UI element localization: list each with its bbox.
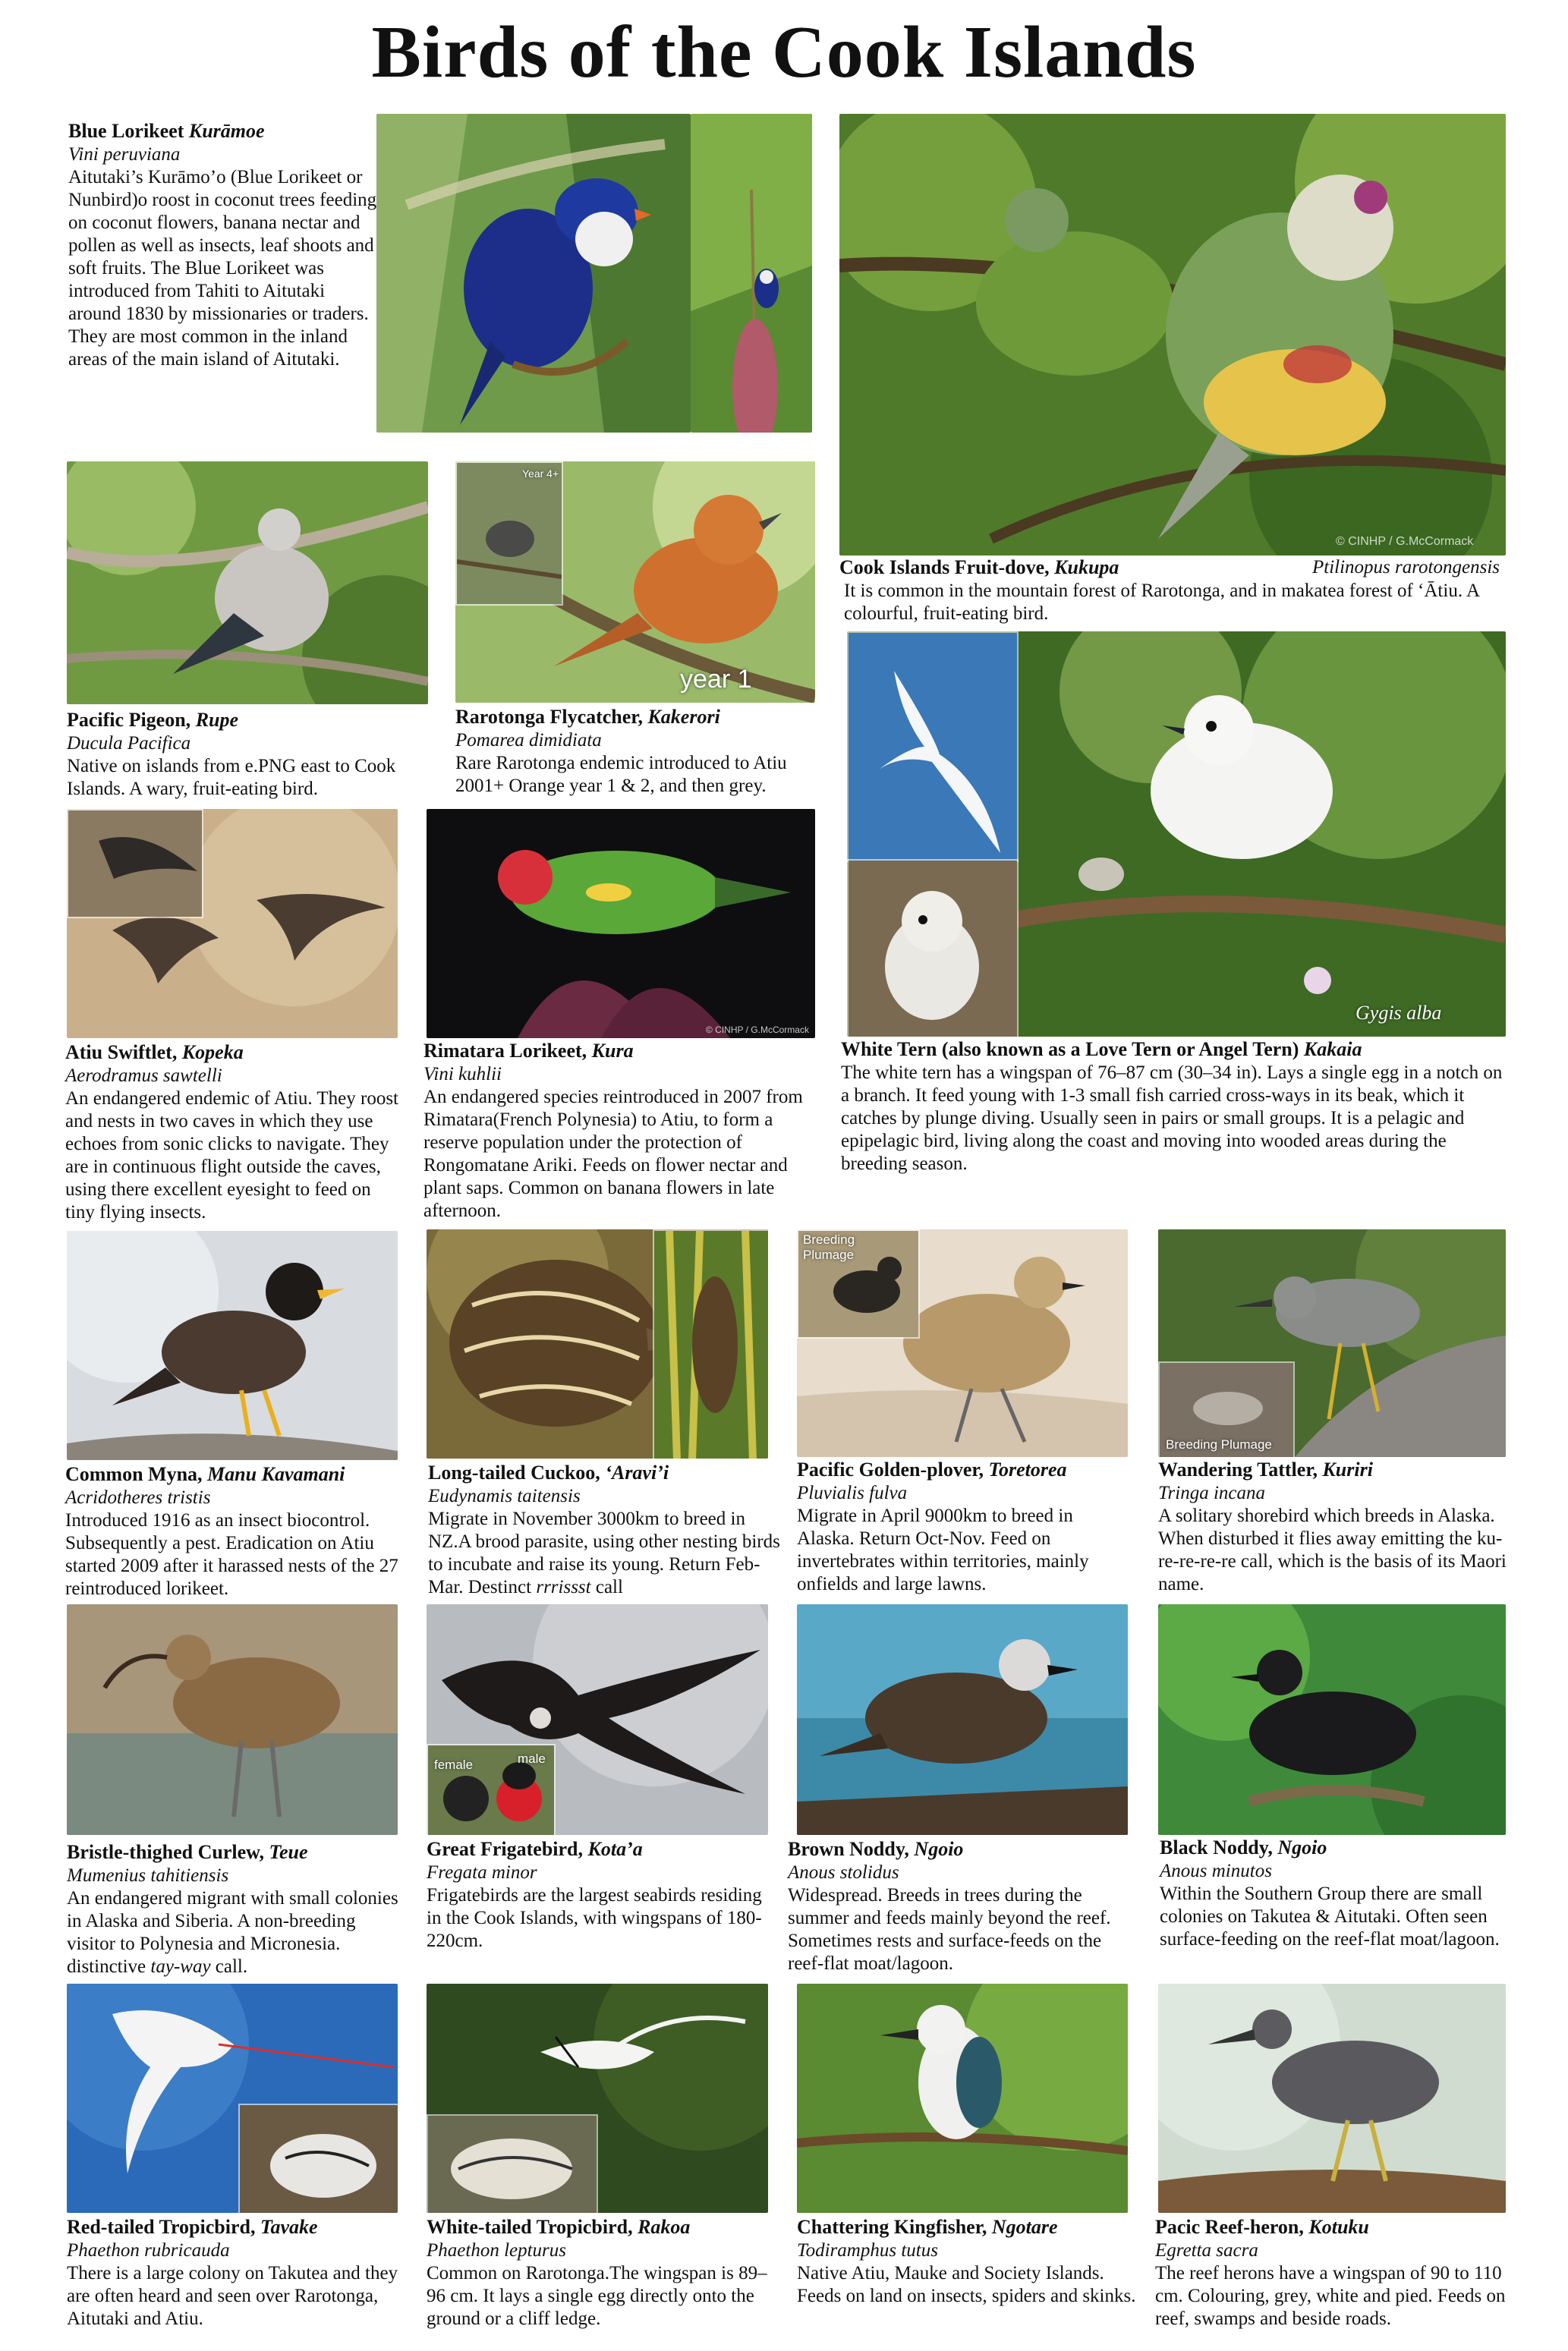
cuckoo-call: rrrissst bbox=[536, 1577, 591, 1597]
myna-caption bbox=[65, 1463, 414, 1600]
frigatebird-male-label: male bbox=[518, 1751, 546, 1766]
kingfisher-local-name: Ngotare bbox=[991, 2216, 1058, 2238]
myna-name: Common Myna, bbox=[65, 1463, 203, 1485]
rimatara-caption bbox=[423, 1040, 826, 1223]
pacific-pigeon-caption bbox=[67, 709, 437, 801]
plover-scientific-name: Pluvialis fulva bbox=[797, 1483, 908, 1503]
blue-lorikeet-name: Blue Lorikeet bbox=[68, 120, 184, 142]
swiftlet-description: An endangered endemic of Atiu. They roost and nests in two caves in which they use echoes from sonic clicks to navigate. They are in continuous flight outside the caves, using there excellent eyesight to feed on tiny flying insects. bbox=[65, 1088, 399, 1223]
reef-heron-description: The reef herons have a wingspan of 90 to 110 cm. Colouring, grey, white and pied. Feeds on reef, swamps and beside roads. bbox=[1155, 2263, 1506, 2329]
page-title: Birds of the Cook Islands bbox=[371, 11, 1197, 93]
brown-noddy-caption bbox=[788, 1838, 1137, 1975]
white-tern-photo-label: Gygis alba bbox=[1355, 1002, 1442, 1024]
swiftlet-local-name: Kopeka bbox=[181, 1041, 244, 1063]
brown-noddy-local-name: Ngoio bbox=[914, 1838, 964, 1860]
curlew-scientific-name: Mumenius tahitiensis bbox=[67, 1865, 229, 1886]
brown-noddy-description: Widespread. Breeds in trees during the summer and feeds mainly beyond the reef. Sometimes rests and surface-feeds on the reef-flat moat/lagoon. bbox=[788, 1885, 1111, 1974]
plover-breeding-label: Breeding Plumage bbox=[803, 1232, 855, 1262]
white-tern-photo bbox=[847, 631, 1506, 1037]
blue-lorikeet-photo-2 bbox=[691, 114, 812, 433]
frigatebird-caption bbox=[427, 1838, 768, 1953]
plover-photo bbox=[797, 1229, 1128, 1457]
white-tropicbird-scientific-name: Phaethon lepturus bbox=[427, 2240, 567, 2261]
flycatcher-photo bbox=[455, 461, 815, 703]
red-tropicbird-scientific-name: Phaethon rubricauda bbox=[67, 2240, 230, 2261]
myna-photo bbox=[67, 1231, 398, 1460]
flycatcher-name: Rarotonga Flycatcher, bbox=[455, 706, 643, 728]
white-tropicbird-local-name: Rakoa bbox=[638, 2216, 691, 2238]
fruit-dove-description: It is common in the mountain forest of Rarotonga, and in makatea forest of ‘Ātiu. A colourful, fruit-eating bird. bbox=[844, 581, 1479, 624]
myna-local-name: Manu Kavamani bbox=[207, 1463, 345, 1485]
fruit-dove-local-name: Kukupa bbox=[1054, 556, 1119, 578]
flycatcher-local-name: Kakerori bbox=[647, 706, 720, 728]
swiftlet-photo bbox=[67, 809, 398, 1038]
tattler-photo bbox=[1158, 1229, 1506, 1457]
frigatebird-female-label: female bbox=[434, 1758, 474, 1772]
fruit-dove-photo-credit: © CINHP / G.McCormack bbox=[1336, 535, 1474, 548]
white-tern-name: White Tern (also known as a Love Tern or Angel Tern) bbox=[841, 1038, 1299, 1060]
plover-caption bbox=[797, 1459, 1131, 1596]
frigatebird-photo bbox=[427, 1604, 768, 1835]
black-noddy-caption bbox=[1160, 1836, 1509, 1951]
cuckoo-description-end: call bbox=[590, 1577, 623, 1597]
pacific-pigeon-scientific-name: Ducula Pacifica bbox=[67, 733, 191, 754]
blue-lorikeet-local-name: Kurāmoe bbox=[188, 120, 265, 142]
white-tropicbird-name: White-tailed Tropicbird, bbox=[427, 2216, 633, 2238]
plover-name: Pacific Golden-plover, bbox=[797, 1459, 984, 1481]
flycatcher-description: Rare Rarotonga endemic introduced to Atiu 2001+ Orange year 1 & 2, and then grey. bbox=[455, 753, 787, 796]
white-tropicbird-description: Common on Rarotonga.The wingspan is 89–96 cm. It lays a single egg directly onto the ground or a cliff ledge. bbox=[427, 2263, 767, 2329]
rimatara-photo-credit: © CINHP / G.McCormack bbox=[706, 1024, 809, 1035]
rimatara-name: Rimatara Lorikeet, bbox=[423, 1040, 587, 1062]
plover-description: Migrate in April 9000km to breed in Alaska. Return Oct-Nov. Feed on invertebrates within territories, mainly onfields and large lawns. bbox=[797, 1506, 1089, 1594]
fruit-dove-name: Cook Islands Fruit-dove, bbox=[839, 556, 1050, 578]
rimatara-lorikeet-photo bbox=[427, 809, 815, 1038]
red-tropicbird-description: There is a large colony on Takutea and they are often heard and seen over Rarotonga, Aitutaki and Atiu. bbox=[67, 2263, 398, 2329]
white-tern-chick-inset bbox=[847, 859, 1019, 1037]
white-tern-local-name: Kakaia bbox=[1303, 1038, 1362, 1060]
flycatcher-inset-label: Year 4+ bbox=[522, 467, 559, 480]
brown-noddy-photo bbox=[797, 1604, 1128, 1835]
black-noddy-name: Black Noddy, bbox=[1160, 1836, 1273, 1858]
frigatebird-scientific-name: Fregata minor bbox=[427, 1862, 537, 1883]
kingfisher-description: Native Atiu, Mauke and Society Islands. Feeds on land on insects, spiders and skinks. bbox=[797, 2263, 1136, 2306]
red-tropicbird-photo bbox=[67, 1984, 398, 2213]
fruit-dove-photo bbox=[839, 114, 1506, 555]
curlew-description-end: call. bbox=[210, 1956, 248, 1977]
rimatara-scientific-name: Vini kuhlii bbox=[423, 1064, 502, 1084]
brown-noddy-name: Brown Noddy, bbox=[788, 1838, 909, 1860]
reef-heron-local-name: Kotuku bbox=[1308, 2216, 1369, 2238]
swiftlet-inset-photo bbox=[67, 809, 203, 918]
cuckoo-inset-photo bbox=[653, 1229, 768, 1459]
curlew-local-name: Teue bbox=[269, 1841, 308, 1863]
tattler-scientific-name: Tringa incana bbox=[1158, 1483, 1265, 1503]
pacific-pigeon-name: Pacific Pigeon, bbox=[67, 709, 191, 731]
tattler-name: Wandering Tattler, bbox=[1158, 1459, 1318, 1481]
reef-heron-scientific-name: Egretta sacra bbox=[1155, 2240, 1258, 2261]
tattler-local-name: Kuriri bbox=[1322, 1459, 1373, 1481]
cuckoo-scientific-name: Eudynamis taitensis bbox=[428, 1486, 581, 1506]
curlew-photo bbox=[67, 1604, 398, 1835]
tattler-breeding-label: Breeding Plumage bbox=[1166, 1437, 1272, 1452]
tattler-description: A solitary shorebird which breeds in Alaska. When disturbed it flies away emitting the ku-re-re-re-re call, which is the basis of its Maori name. bbox=[1158, 1506, 1507, 1594]
black-noddy-photo bbox=[1158, 1604, 1506, 1835]
white-tropicbird-nesting-inset bbox=[427, 2114, 598, 2213]
black-noddy-local-name: Ngoio bbox=[1277, 1836, 1327, 1858]
cuckoo-name: Long-tailed Cuckoo, bbox=[428, 1462, 600, 1484]
rimatara-description: An endangered species reintroduced in 2007 from Rimatara(French Polynesia) to Atiu, to form a reserve population under the protection of Rongomatane Ariki. Feeds on flower nectar and plant saps. Common on banana flowers in late afternoon. bbox=[423, 1087, 803, 1221]
flycatcher-caption bbox=[455, 706, 827, 798]
white-tern-description: The white tern has a wingspan of 76–87 cm (30–34 in). Lays a single egg in a notch on a branch. It feed young with 1-3 small fish carried cross-ways in its beak, which it catches by plunge diving. Usually seen in pairs or small groups. It is a pelagic and epipelagic bird, living along the coast and moving into wooded areas during the breeding season. bbox=[841, 1062, 1503, 1174]
red-tropicbird-caption bbox=[67, 2216, 408, 2331]
kingfisher-photo bbox=[797, 1984, 1128, 2213]
rimatara-local-name: Kura bbox=[591, 1040, 634, 1062]
frigatebird-description: Frigatebirds are the largest seabirds residing in the Cook Islands, with wingspans of 180-220cm. bbox=[427, 1885, 762, 1951]
white-tern-caption bbox=[841, 1038, 1509, 1176]
kingfisher-scientific-name: Todiramphus tutus bbox=[797, 2240, 938, 2261]
swiftlet-caption bbox=[65, 1041, 399, 1224]
red-tropicbird-name: Red-tailed Tropicbird, bbox=[67, 2216, 256, 2238]
white-tern-flight-inset bbox=[847, 631, 1019, 862]
reef-heron-photo bbox=[1158, 1984, 1506, 2213]
fruit-dove-caption bbox=[839, 556, 1507, 625]
white-tropicbird-photo bbox=[427, 1984, 768, 2213]
blue-lorikeet-caption bbox=[68, 120, 379, 371]
curlew-caption bbox=[67, 1841, 401, 1978]
black-noddy-description: Within the Southern Group there are small colonies on Takutea & Aitutaki. Often seen surface-feeding on the reef-flat moat/lagoon. bbox=[1160, 1884, 1500, 1950]
myna-scientific-name: Acridotheres tristis bbox=[65, 1487, 211, 1508]
pacific-pigeon-photo bbox=[67, 461, 428, 704]
blue-lorikeet-photo bbox=[376, 114, 691, 433]
pacific-pigeon-description: Native on islands from e.PNG east to Cook Islands. A wary, fruit-eating bird. bbox=[67, 756, 396, 799]
fruit-dove-scientific-name: Ptilinopus rarotongensis bbox=[1311, 557, 1500, 578]
black-noddy-scientific-name: Anous minutos bbox=[1160, 1861, 1272, 1881]
tattler-caption bbox=[1158, 1459, 1507, 1596]
flycatcher-scientific-name: Pomarea dimidiata bbox=[455, 730, 602, 751]
blue-lorikeet-description: Aitutaki’s Kurāmo’o (Blue Lorikeet or Nunbird)o roost in coconut trees feeding on coconut flowers, banana nectar and pollen as well as insects, leaf shoots and soft fruits. The Blue Lorikeet was introduced from Tahiti to Aitutaki around 1830 by missionaries or traders. They are most common in the inland areas of the main island of Aitutaki. bbox=[68, 167, 377, 370]
cuckoo-caption bbox=[428, 1462, 785, 1599]
plover-local-name: Toretorea bbox=[988, 1459, 1067, 1481]
curlew-name: Bristle-thighed Curlew, bbox=[67, 1841, 264, 1863]
flycatcher-inset-photo bbox=[455, 461, 563, 606]
flycatcher-year-label: year 1 bbox=[680, 665, 752, 694]
frigatebird-name: Great Frigatebird, bbox=[427, 1838, 584, 1860]
curlew-description: An endangered migrant with small colonies in Alaska and Siberia. A non-breeding visitor to Polynesia and Micronesia. distinctive bbox=[67, 1888, 398, 1977]
curlew-call: tay-way bbox=[150, 1956, 211, 1977]
red-tropicbird-local-name: Tavake bbox=[260, 2216, 318, 2238]
swiftlet-name: Atiu Swiftlet, bbox=[65, 1041, 178, 1063]
cuckoo-photo bbox=[427, 1229, 768, 1459]
red-tropicbird-chick-inset bbox=[238, 2104, 398, 2213]
reef-heron-caption bbox=[1155, 2216, 1512, 2331]
myna-description: Introduced 1916 as an insect biocontrol. Subsequently a pest. Eradication on Atiu started 2009 after it harassed nests of the 27 reintroduced lorikeet. bbox=[65, 1510, 398, 1599]
cuckoo-local-name: ‘Aravi’i bbox=[605, 1462, 669, 1484]
kingfisher-name: Chattering Kingfisher, bbox=[797, 2216, 987, 2238]
frigatebird-local-name: Kota’a bbox=[587, 1838, 643, 1860]
swiftlet-scientific-name: Aerodramus sawtelli bbox=[65, 1065, 222, 1086]
reef-heron-name: Pacic Reef-heron, bbox=[1155, 2216, 1304, 2238]
white-tropicbird-caption bbox=[427, 2216, 768, 2331]
brown-noddy-scientific-name: Anous stolidus bbox=[788, 1862, 899, 1883]
pacific-pigeon-local-name: Rupe bbox=[195, 709, 239, 731]
blue-lorikeet-scientific-name: Vini peruviana bbox=[68, 144, 181, 165]
kingfisher-caption bbox=[797, 2216, 1146, 2308]
cuckoo-description: Migrate in November 3000km to breed in NZ.A brood parasite, using other nesting birds to incubate and raise its young. Return Feb-Mar. Destinct bbox=[428, 1509, 780, 1597]
